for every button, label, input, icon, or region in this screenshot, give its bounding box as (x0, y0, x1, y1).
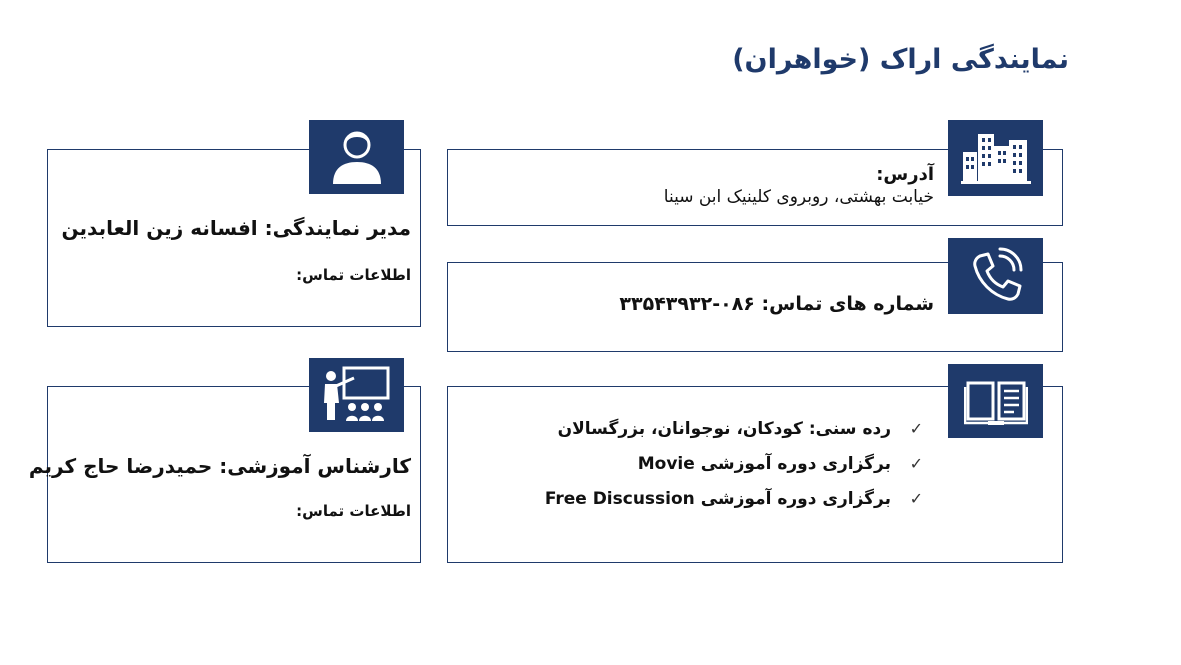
phone-icon (966, 246, 1026, 306)
check-icon: ✓ (909, 454, 923, 473)
address-icon-box (948, 120, 1043, 196)
course-item-text: برگزاری دوره آموزشی Movie (637, 453, 891, 474)
check-icon: ✓ (909, 489, 923, 508)
courses-icon-box (948, 364, 1043, 438)
list-item (545, 446, 923, 481)
phone-value: ۰۸۶-۳۳۵۴۳۹۳۲ (619, 293, 755, 315)
address-label: آدرس: (876, 164, 934, 185)
manager-contact-label: اطلاعات تماس: (296, 266, 411, 284)
address-value: خیابت بهشتی، روبروی کلینیک ابن سینا (663, 187, 934, 207)
courses-list (545, 411, 923, 516)
course-item-text: رده سنی: کودکان، نوجوانان، بزرگسالان (557, 418, 891, 439)
phone-row (619, 293, 934, 315)
expert-contact-label: اطلاعات تماس: (296, 502, 411, 520)
teacher-icon (320, 365, 394, 425)
manager-icon-box (309, 120, 404, 194)
expert-name: کارشناس آموزشی: حمیدرضا حاج کریم (28, 454, 411, 478)
building-icon (961, 130, 1031, 186)
course-item-text: برگزاری دوره آموزشی Free Discussion (544, 488, 891, 509)
expert-icon-box (309, 358, 404, 432)
manager-name: مدیر نمایندگی: افسانه زین العابدین (61, 216, 411, 240)
phone-label: شماره های تماس: (761, 293, 934, 315)
list-item (545, 481, 923, 516)
check-icon: ✓ (909, 419, 923, 438)
phone-icon-box (948, 238, 1043, 314)
page-title: نمایندگی اراک (خواهران) (732, 44, 1069, 75)
list-item (545, 411, 923, 446)
book-icon (964, 375, 1028, 427)
person-icon (329, 128, 385, 186)
